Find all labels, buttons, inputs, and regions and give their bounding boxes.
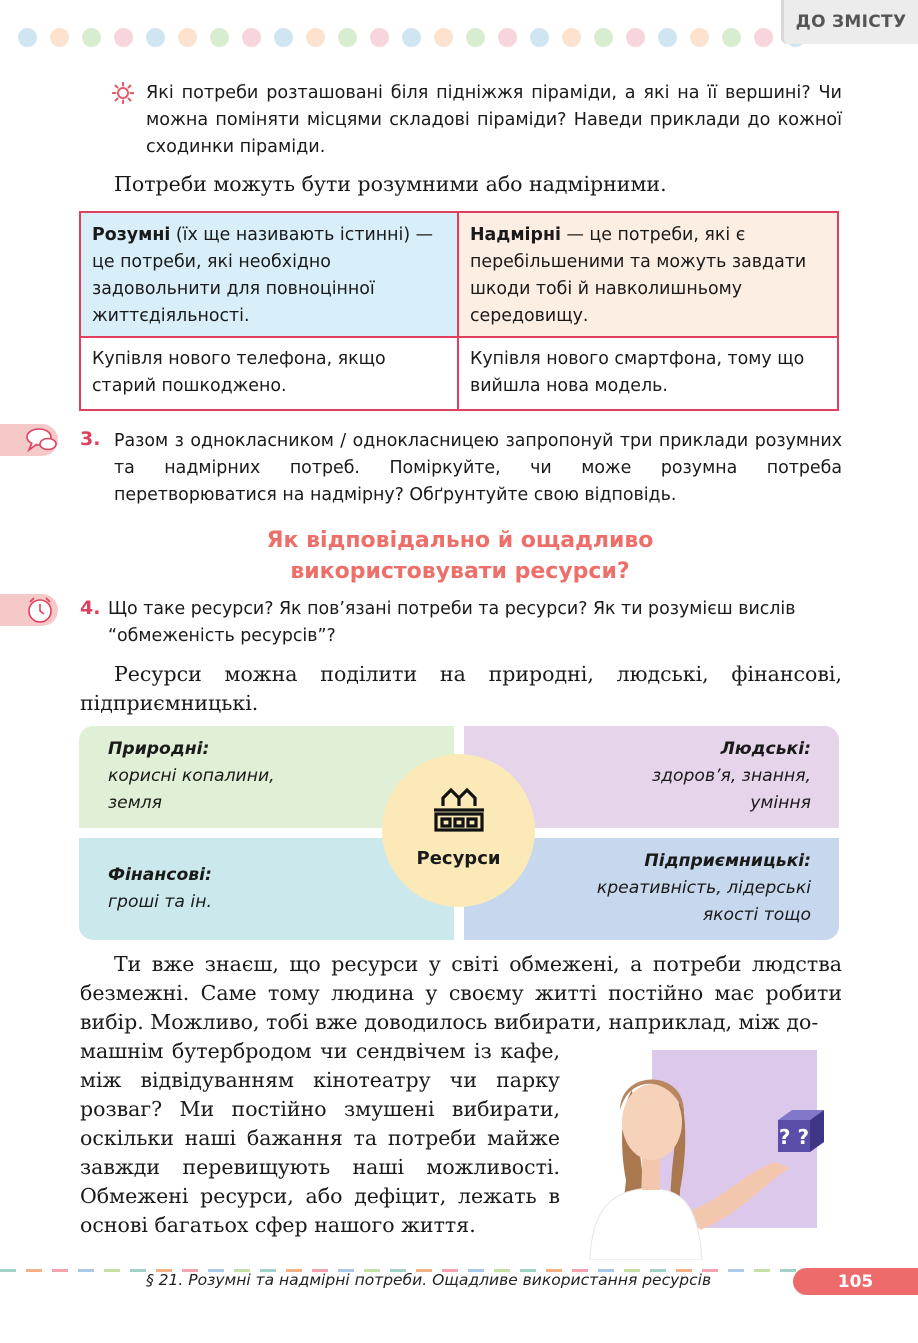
task-4-number: 4. [80,597,101,619]
reasonable-definition-cell [81,213,459,338]
human-title: Людські: [720,739,811,759]
task-4-text: Що таке ресурси? Як пов’язані потреби та ресурси? Як ти розумієш вислів “обмеженість ресурсів”? [108,599,796,646]
entrepreneurial-line-1: креативність, лідерські [596,878,811,898]
decorative-dot [210,28,229,47]
decorative-dot [562,28,581,47]
financial-line-1: гроші та ін. [108,892,212,912]
decorative-dot [690,28,709,47]
decorative-dot [338,28,357,47]
human-line-2: уміння [750,793,811,813]
excessive-example-cell: Купівля нового смартфона, тому що вийшла нова модель. [470,349,805,396]
decorative-dot [178,28,197,47]
decorative-dots [18,28,805,47]
excessive-term: Надмірні [470,225,561,245]
speech-bubbles-icon [24,424,56,456]
task-3-text: Разом з однокласником / однокласницею запропонуй три приклади розумних та надмірних потреб. Поміркуйте, чи може розумна потреба перетворюватися на надмірну? Обґрунтуйте свою відповідь. [114,431,842,505]
limited-resources-paragraph-continued: машнім бутербродом чи сендвічем із кафе, між відвідуванням кінотеатру чи парку розваг? Ми постійно змушені вибирати, оскільки наші бажання та потреби майже завжди перевищують наші можливості. Обмежені ресурси, або дефіцит, лежать в основі багатьох сфер нашого життя. [80,1039,560,1237]
decorative-dot [402,28,421,47]
task-3-number: 3. [80,428,101,450]
discussion-tab [0,424,58,456]
decorative-dot [754,28,773,47]
decorative-dot [530,28,549,47]
buildings-growth-icon [432,784,486,840]
table-of-contents-link[interactable]: ДО ЗМІСТУ [781,0,918,44]
decorative-dot [626,28,645,47]
decorative-dot [50,28,69,47]
girl-with-cube-photo [580,1050,825,1260]
excessive-definition-cell [459,213,837,338]
entrepreneurial-title: Підприємницькі: [644,851,811,871]
decorative-dot [306,28,325,47]
decorative-dot [18,28,37,47]
decorative-dot [114,28,133,47]
decorative-dot [594,28,613,47]
reasonable-definition: (їх ще називають істинні) — це потреби, які необхідно задовольнити для повноцінної життєдіяльності. [92,225,434,326]
entrepreneurial-line-2: якості тощо [702,905,811,925]
page-number: 105 [793,1268,918,1295]
reasonable-term: Розумні [92,225,171,245]
reasonable-example-cell: Купівля нового телефона, якщо старий пошкоджено. [81,338,459,409]
decorative-dot [82,28,101,47]
footer-dashed-divider [0,1257,918,1260]
natural-line-1: корисні копалини, [108,766,275,786]
decorative-dot [370,28,389,47]
alarm-clock-icon [24,594,56,626]
financial-title: Фінансові: [108,865,212,885]
limited-resources-paragraph: Ти вже знаєш, що ресурси у світі обмежені, а потреби людства безмежні. Саме тому людина у своєму житті постійно має робити вибір. Можливо, тобі вже доводилось вибирати, наприклад, між до- [80,952,842,1034]
excessive-definition: — це потреби, які є перебільшеними та можуть завдати шкоди тобі й навколишньому середовищу. [470,225,807,326]
sun-icon [112,82,134,110]
decorative-dot [498,28,517,47]
decorative-dot [658,28,677,47]
human-line-1: здоров’я, знання, [651,766,811,786]
resources-paragraph: Ресурси можна поділити на природні, людські, фінансові, підприємницькі. [80,662,842,715]
section-heading-line-1: Як відповідально й ощадливо [266,528,654,553]
natural-title: Природні: [108,739,210,759]
resources-center-label: Ресурси [416,848,501,869]
footer-section-title: § 21. Розумні та надмірні потреби. Ощадливе використання ресурсів [146,1271,712,1289]
lead-paragraph: Потреби можуть бути розумними або надмірними. [114,172,667,196]
decorative-dot [242,28,261,47]
decorative-dot [146,28,165,47]
needs-table [79,211,839,411]
decorative-dot [466,28,485,47]
section-heading-line-2: використовувати ресурси? [290,559,630,584]
timer-tab [0,594,58,626]
question-text: Які потреби розташовані біля підніжжя піраміди, а які на її вершині? Чи можна поміняти місцями складові піраміди? Наведи приклади до кожної сходинки піраміди. [146,83,842,157]
decorative-dot [274,28,293,47]
section-heading [160,525,760,587]
decorative-dot [722,28,741,47]
decorative-dot [434,28,453,47]
cube-question-marks: ? ? [778,1125,810,1149]
natural-line-2: земля [108,793,163,813]
resources-center-circle [382,754,535,907]
